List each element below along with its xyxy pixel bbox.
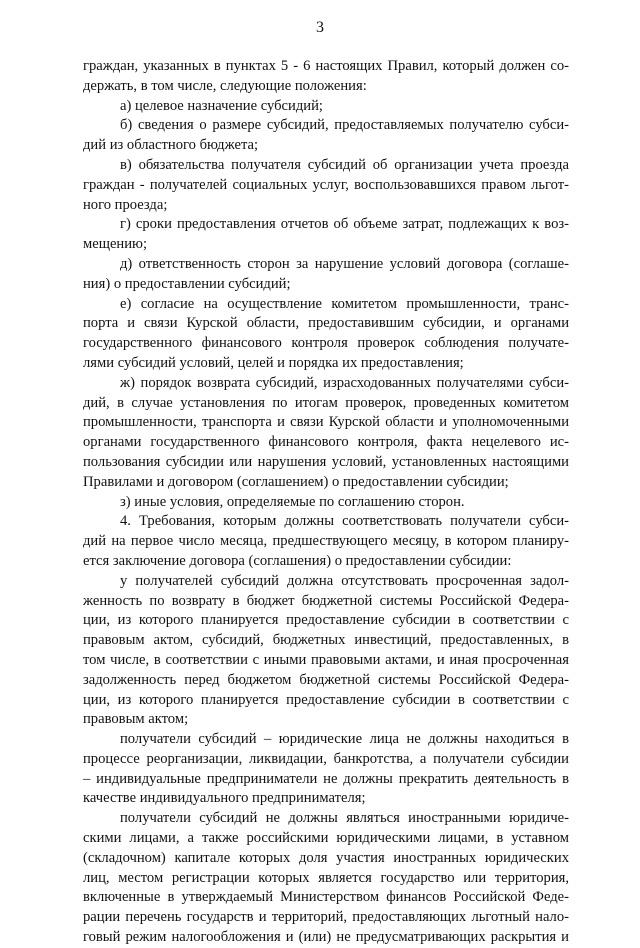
text-line: государственного финансового контроля проверок соблюдения получате-: [83, 335, 569, 352]
text-line: Правилами и договором (соглашением) о предоставлении субсидии;: [83, 473, 509, 490]
text-line: задолженность перед бюджетом бюджетной системы Российской Федера-: [83, 671, 569, 688]
text-line: з) иные условия, определяемые по соглашению сторон.: [120, 493, 465, 510]
text-line: – индивидуальные предприниматели не должны прекратить деятельность в: [83, 770, 569, 787]
text-line: дий из областного бюджета;: [83, 137, 259, 154]
page-number: 3: [316, 19, 324, 36]
text-line: ния) о предоставлении субсидий;: [83, 275, 291, 292]
text-line: включенные в утверждаемый Министерством финансов Российской Феде-: [83, 889, 569, 906]
text-line: г) сроки предоставления отчетов об объеме затрат, подлежащих к воз-: [120, 216, 569, 233]
text-line: б) сведения о размере субсидий, предоставляемых получателю субси-: [120, 117, 569, 134]
text-line: правовым актом;: [83, 711, 189, 728]
text-line: граждан - получателей социальных услуг, воспользовавшихся правом льгот-: [83, 176, 569, 193]
text-line: ж) порядок возврата субсидий, израсходованных получателями субси-: [120, 374, 569, 391]
text-line: а) целевое назначение субсидий;: [120, 97, 323, 114]
text-line: качестве индивидуального предпринимателя;: [83, 790, 366, 807]
text-line: ется заключение договора (соглашения) о предоставлении субсидии:: [83, 552, 512, 569]
text-line: лями субсидий условий, целей и порядка их предоставления;: [83, 354, 464, 371]
text-line: е) согласие на осуществление комитетом промышленности, транс-: [120, 295, 569, 312]
text-line: д) ответственность сторон за нарушение условий договора (соглаше-: [120, 255, 569, 272]
text-line: 4. Требования, которым должны соответствовать получатели субси-: [120, 513, 569, 530]
text-line: скими лицами, а также российскими юридическими лицами, в уставном: [83, 830, 569, 847]
text-line: том числе, в соответствии с иными правовыми актами, и иная просроченная: [83, 651, 569, 668]
text-line: пользования субсидии или нарушения условий, установленных настоящими: [83, 453, 569, 470]
text-line: рации перечень государств и территорий, предоставляющих льготный нало-: [83, 909, 569, 926]
text-line: говый режим налогообложения и (или) не предусматривающих раскрытия и: [83, 929, 569, 946]
text-line: граждан, указанных в пунктах 5 - 6 настоящих Правил, который должен со-: [83, 58, 569, 74]
text-line: органами государственного финансового контроля, факта нецелевого ис-: [83, 434, 569, 451]
text-line: получатели субсидий – юридические лица не должны находиться в: [120, 731, 569, 748]
text-line: дий на первое число месяца, предшествующего месяцу, в котором планиру-: [83, 533, 569, 550]
text-line: мещению;: [83, 236, 148, 253]
text-line: ного проезда;: [83, 196, 168, 213]
text-line: порта и связи Курской области, предоставившим субсидии, и органами: [83, 315, 569, 332]
text-line: (складочном) капитале которых доля участия иностранных юридических: [83, 849, 569, 866]
text-line: ции, из которого планируется предоставление субсидии в соответствии с: [83, 691, 569, 708]
text-line: процессе реорганизации, ликвидации, банкротства, а получатели субсидии: [83, 750, 569, 767]
text-line: держать, в том числе, следующие положения:: [83, 77, 367, 94]
text-line: в) обязательства получателя субсидий об организации учета проезда: [120, 156, 569, 173]
document-body: [83, 57, 569, 948]
text-line: ции, из которого планируется предоставление субсидии в соответствии с: [83, 612, 569, 629]
text-line: получатели субсидий не должны являться иностранными юридиче-: [120, 810, 569, 827]
text-line: женность по возврату в бюджет бюджетной системы Российской Федера-: [83, 592, 569, 609]
text-line: правовым актом, субсидий, бюджетных инвестиций, предоставленных, в: [83, 632, 569, 649]
text-line: промышленности, транспорта и связи Курской области и уполномоченными: [83, 414, 569, 431]
text-line: у получателей субсидий должна отсутствовать просроченная задол-: [120, 572, 569, 589]
text-line: лиц, местом регистрации которых является государство или территория,: [83, 869, 569, 886]
text-line: дий, в случае установления по итогам проверок, проведенных комитетом: [83, 394, 569, 411]
